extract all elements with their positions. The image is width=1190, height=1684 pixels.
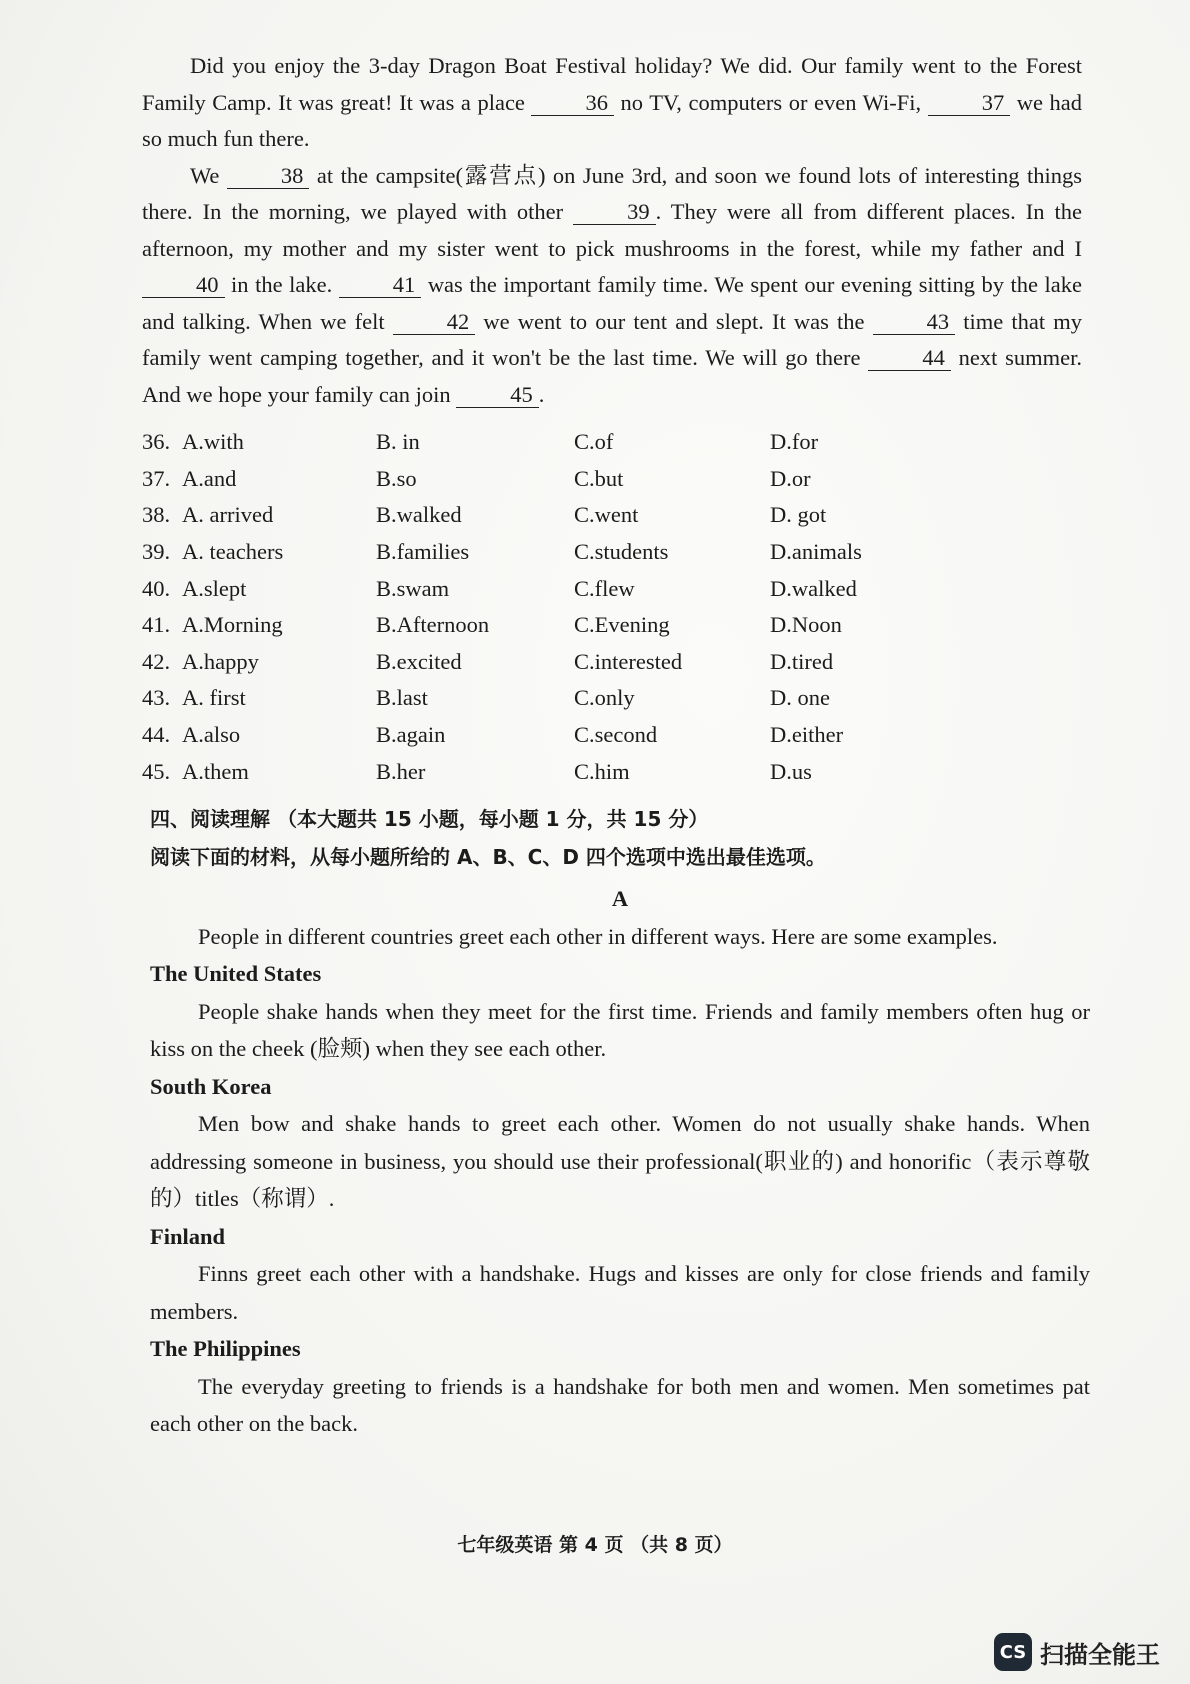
option-b: B.Afternoon (376, 612, 490, 638)
option-row (142, 461, 1082, 498)
blank-42: 42 (393, 310, 476, 335)
option-a: A.also (182, 722, 241, 748)
option-d: D.animals (770, 539, 862, 565)
option-a: A. arrived (182, 502, 274, 528)
text-run: . They were all from different places. In the afternoon, my mother and my sister went to pick mushrooms in the forest, while my father and I (142, 199, 1083, 261)
option-c: C.but (574, 465, 624, 491)
option-row (142, 534, 1082, 571)
text-run: we went to our tent and slept. It was the (483, 308, 865, 334)
blank-45: 45 (456, 383, 539, 408)
option-b: B.excited (376, 648, 462, 674)
option-d: D.for (770, 429, 819, 455)
heading-finland: Finland (150, 1223, 226, 1249)
reading-passage-a (150, 880, 1090, 1443)
option-c: C.interested (574, 648, 683, 674)
text-south-korea: Men bow and shake hands to greet each other. Women do not usually shake hands. When addressing someone in business, you should use their professional(职业的) and honorific（表示尊敬的）titles（称谓）. (150, 1111, 1090, 1211)
text-run: at the campsite(露营点) on June 3rd, and soon we found lots of interesting things there. In the morning, we played with other (142, 162, 1083, 224)
option-row (142, 717, 1082, 754)
option-a: A.Morning (182, 612, 283, 638)
option-row (142, 680, 1082, 717)
option-d: D.tired (770, 648, 834, 674)
option-b: B.walked (376, 502, 462, 528)
question-number: 36. (142, 429, 171, 455)
option-d: D.walked (770, 575, 857, 601)
passage-label: A (611, 886, 629, 911)
option-b: B.her (376, 758, 426, 784)
option-d: D.Noon (770, 612, 842, 638)
option-d: D.either (770, 722, 844, 748)
option-a: A.happy (182, 648, 259, 674)
blank-41: 41 (339, 273, 422, 298)
question-number: 45. (142, 758, 171, 784)
option-a: A.with (182, 429, 244, 455)
blank-37: 37 (928, 91, 1011, 116)
section-title: 四、阅读理解 （本大题共 15 小题，每小题 1 分，共 15 分） (150, 807, 709, 831)
passage-intro: People in different countries greet each other in different ways. Here are some examples. (198, 923, 998, 949)
option-row (142, 753, 1082, 790)
option-d: D.or (770, 465, 811, 491)
watermark-text: 扫描全能王 (1040, 1640, 1160, 1669)
option-row (142, 607, 1082, 644)
blank-36: 36 (531, 91, 614, 116)
text-united-states: People shake hands when they meet for the first time. Friends and family members often hug or kiss on the cheek (脸颊) when they see each other. (150, 998, 1090, 1061)
blank-40: 40 (142, 273, 225, 298)
text-run: time that my family went camping together, and it won't be the last time. We will go there (142, 308, 1083, 370)
option-c: C.went (574, 502, 639, 528)
option-c: C.of (574, 429, 614, 455)
text-run: in the lake. (231, 272, 333, 297)
option-c: C.flew (574, 575, 635, 601)
blank-38: 38 (227, 164, 310, 189)
blank-43: 43 (873, 310, 956, 335)
option-c: C.him (574, 758, 630, 784)
option-d: D. one (770, 685, 830, 711)
option-c: C.only (574, 685, 635, 711)
option-a: A. first (182, 685, 246, 711)
option-row (142, 497, 1082, 534)
text-run: next summer. And we hope your family can join (142, 345, 1083, 407)
reading-section-header (150, 800, 1090, 876)
section-instruction: 阅读下面的材料，从每小题所给的 A、B、C、D 四个选项中选出最佳选项。 (150, 845, 826, 869)
option-a: A. teachers (182, 539, 284, 565)
cloze-paragraph-1 (142, 48, 1082, 158)
question-number: 40. (142, 575, 171, 601)
text-run: . (538, 381, 545, 407)
text-philippines: The everyday greeting to friends is a handshake for both men and women. Men sometimes pat each other on the back. (150, 1373, 1090, 1436)
option-b: B.again (376, 722, 446, 748)
question-number: 37. (142, 465, 171, 491)
text-run: was the important family time. We spent our evening sitting by the lake and talking. When we felt (142, 272, 1083, 334)
option-a: A.and (182, 465, 237, 491)
option-b: B.so (376, 465, 417, 491)
text-finland: Finns greet each other with a handshake. Hugs and kisses are only for close friends and family members. (150, 1261, 1090, 1324)
option-c: C.second (574, 722, 658, 748)
option-d: D. got (770, 502, 827, 528)
option-row (142, 570, 1082, 607)
option-c: C.Evening (574, 612, 670, 638)
question-number: 41. (142, 612, 171, 638)
question-number: 44. (142, 722, 171, 748)
answer-options (142, 424, 1082, 790)
page-footer: 七年级英语 第 4 页 （共 8 页） (457, 1534, 733, 1556)
heading-south-korea: South Korea (150, 1073, 272, 1099)
question-number: 39. (142, 539, 171, 565)
option-b: B.last (376, 685, 428, 711)
cloze-paragraph-2 (142, 158, 1082, 414)
option-row (142, 644, 1082, 681)
camscanner-logo-icon: CS (994, 1633, 1032, 1671)
heading-philippines: The Philippines (150, 1336, 301, 1361)
text-run: We (190, 162, 220, 188)
blank-44: 44 (868, 346, 951, 371)
question-number: 42. (142, 648, 171, 674)
blank-39: 39 (573, 200, 656, 225)
heading-united-states: The United States (150, 961, 322, 986)
option-b: B.families (376, 539, 470, 565)
option-row (142, 424, 1082, 461)
question-number: 43. (142, 685, 171, 711)
text-run: no TV, computers or even Wi-Fi, (620, 89, 922, 115)
option-a: A.them (182, 758, 249, 784)
question-number: 38. (142, 502, 171, 528)
option-a: A.slept (182, 575, 247, 601)
text-run: Did you enjoy the 3-day Dragon Boat Festival holiday? We did. Our family went to the Forest Family Camp. It was great! It was a place (142, 53, 1082, 115)
text-run: we had so much fun there. (142, 89, 1083, 151)
scanner-watermark (994, 1632, 1160, 1672)
option-c: C.students (574, 539, 669, 565)
option-d: D.us (770, 758, 812, 784)
option-b: B.swam (376, 575, 450, 601)
option-b: B. in (376, 429, 420, 455)
cloze-passage (142, 48, 1082, 413)
